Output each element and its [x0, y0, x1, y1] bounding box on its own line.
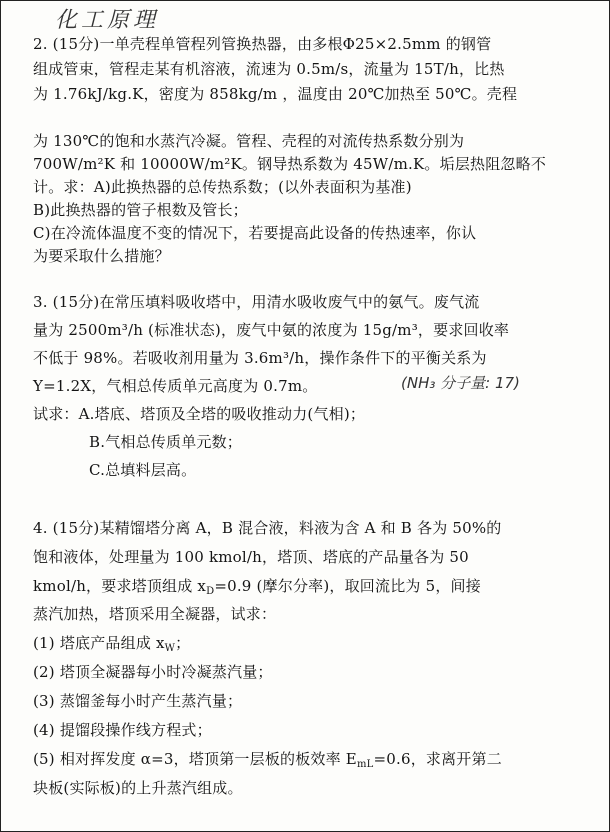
- q4-line-3: [33, 575, 481, 603]
- q4-item-1: [33, 632, 190, 660]
- q3-line-2: 量为 2500m³/h (标准状态)，废气中氨的浓度为 15g/m³，要求回收率: [33, 321, 510, 339]
- xw-subscript: W: [164, 643, 176, 654]
- eml-subscript: mL: [356, 759, 374, 770]
- handwritten-header: 化工原理: [55, 8, 160, 33]
- q3-item-b: B.气相总传质单元数；: [89, 433, 242, 451]
- q4-item-1-text: (1) 塔底产品组成 x: [33, 634, 165, 652]
- q3-line-1: 3. (15分)在常压填料吸收塔中，用清水吸收废气中的氨气。废气流: [33, 293, 480, 311]
- q2-line-1: 2. (15分)一单壳程单管程列管换热器，由多根Φ25×2.5mm 的钢管: [33, 35, 492, 53]
- q2-line-3: 为 1.76kJ/kg.K，密度为 858kg/m ，温度由 20℃加热至 50℃。壳程: [33, 85, 518, 103]
- handwritten-note: (NH₃ 分子量: 17): [401, 374, 520, 392]
- q4-line-last: 块板(实际板)的上升蒸汽组成。: [33, 779, 243, 797]
- q4-item-5-text: (5) 相对挥发度 α=3，塔顶第一层板的板效率 E: [33, 750, 357, 768]
- q3-line-5: 试求：A.塔底、塔顶及全塔的吸收推动力(气相)；: [33, 405, 366, 423]
- q4-item-2: (2) 塔顶全凝器每小时冷凝蒸汽量；: [33, 663, 273, 681]
- q4-item-3: (3) 蒸馏釜每小时产生蒸汽量；: [33, 692, 243, 710]
- q4-item-4: (4) 提馏段操作线方程式；: [33, 721, 212, 739]
- q4-line-2: 饱和液体，处理量为 100 kmol/h，塔顶、塔底的产品量各为 50: [33, 548, 469, 566]
- q3-line-3: 不低于 98%。若吸收剂用量为 3.6m³/h，操作条件下的平衡关系为: [33, 349, 487, 367]
- q2-line-4: 为 130℃的饱和水蒸汽冷凝。管程、壳程的对流传热系数分别为: [33, 132, 465, 150]
- q4-item-5-rest: =0.6，求离开第二: [373, 750, 502, 768]
- xd-subscript: D: [206, 586, 215, 597]
- q2-line-6: 计。求：A)此换热器的总传热系数；(以外表面积为基准): [33, 178, 412, 196]
- q2-line-5: 700W/m²K 和 10000W/m²K。钢导热系数为 45W/m.K。垢层热阻忽略不: [33, 155, 547, 173]
- q2-line-7: B)此换热器的管子根数及管长；: [33, 201, 248, 219]
- q3-line-4: Y=1.2X，气相总传质单元高度为 0.7m。: [33, 377, 318, 395]
- q4-line-1: 4. (15分)某精馏塔分离 A，B 混合液，料液为含 A 和 B 各为 50%的: [33, 519, 502, 537]
- q2-line-9: 为要采取什么措施？: [33, 247, 170, 265]
- q4-line-3-rest: =0.9 (摩尔分率)，取回流比为 5，间接: [214, 577, 481, 595]
- q4-item-1-rest: ；: [175, 634, 191, 652]
- q3-item-c: C.总填料层高。: [89, 461, 197, 479]
- q2-line-2: 组成管束，管程走某有机溶液，流速为 0.5m/s，流量为 15T/h，比热: [33, 60, 505, 78]
- q2-line-8: C)在冷流体温度不变的情况下，若要提高此设备的传热速率，你认: [33, 224, 477, 242]
- q4-line-4: 蒸汽加热，塔顶采用全凝器，试求：: [33, 605, 277, 623]
- q4-item-5: [33, 748, 502, 776]
- q4-line-3-text: kmol/h，要求塔顶组成 x: [33, 577, 207, 595]
